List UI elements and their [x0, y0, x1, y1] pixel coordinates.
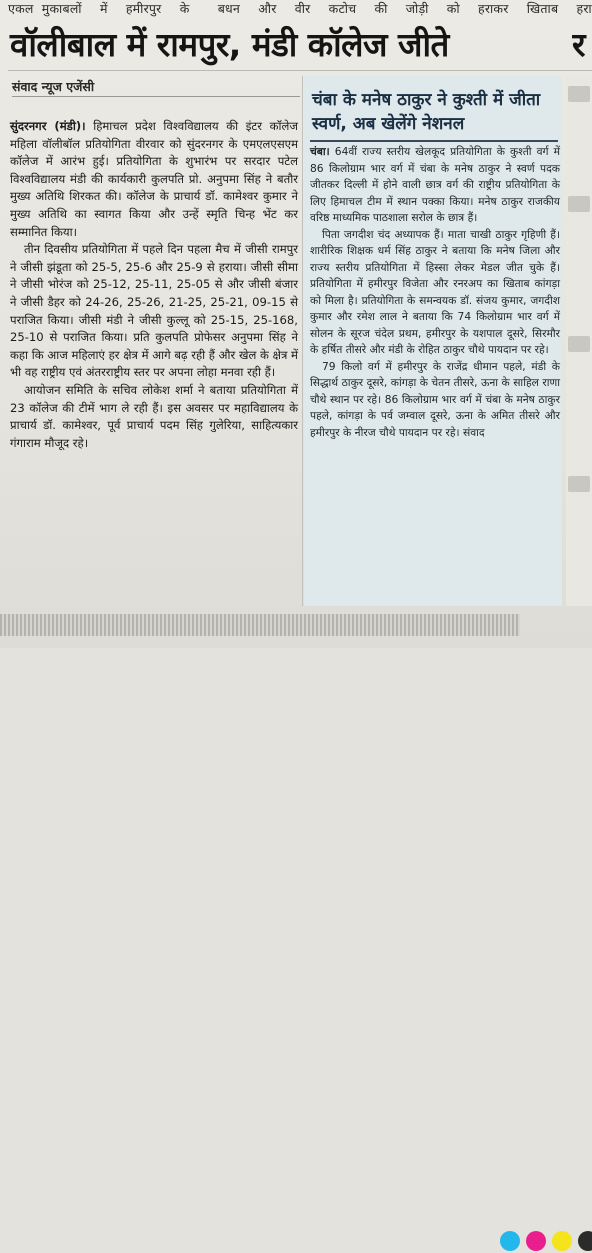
column-rule — [302, 76, 303, 606]
byline-agency: संवाद न्यूज एजेंसी — [12, 79, 95, 94]
sidebar-paragraph — [310, 144, 560, 227]
faded-text-block — [568, 86, 590, 102]
strip-word: बधन — [217, 1, 241, 16]
byline-rule — [12, 96, 300, 97]
article-paragraph: तीन दिवसीय प्रतियोगिता में पहले दिन पहला मैच में जीसी रामपुर ने जीसी झंडूता को 25-5, 25-6 और 25-9 से हराया। जीसी सीमा ने जीसी भोरंज को 25-12, 25-11, 25-05 से और जीसी बंजार ने जीसी डैहर को 24-26, 25-26, 21-25, 25-21, 09-15 से पराजित किया। जीसी मंडी ने जीसी कुल्लू को 25-15, 25-168, 25-10 से पराजित किया। प्रति कुलपति प्रोफेसर अनुपमा सिंह ने कहा कि आज महिलाएं हर क्षेत्र में आगे बढ़ रही हैं और खेल के क्षेत्र में भी वह राष्ट्रीय एवं अंतरराष्ट्रीय स्तर पर अपना लोहा मनवा रही हैं। — [10, 242, 298, 380]
adjacent-column-fragment — [566, 76, 592, 606]
faded-text-block — [568, 476, 590, 492]
previous-story-strip — [8, 0, 592, 20]
sidebar-dateline: चंबा। — [310, 145, 330, 158]
strip-word: हमीरपुर — [125, 1, 162, 16]
strip-word: और — [258, 1, 277, 16]
yellow-registration-dot-icon — [552, 1231, 572, 1251]
strip-word: हरा — [576, 1, 592, 16]
sidebar-headline-rule — [310, 140, 558, 142]
strip-word: कटोच — [328, 1, 357, 16]
strip-word: खिताब — [526, 1, 559, 16]
black-registration-dot-icon — [578, 1231, 592, 1251]
magenta-registration-dot-icon — [526, 1231, 546, 1251]
sidebar-paragraph: पिता जगदीश चंद अध्यापक हैं। माता चाखी ठाकुर गृहिणी हैं। शारीरिक शिक्षक धर्म सिंह ठाकुर ने बताया कि मनेष जिला और राज्य स्तरीय प्रतियोगिता में हिस्सा लेकर मेडल जीत चुके हैं। प्रतियोगिता में हमीरपुर विजेता और रनरअप का खिताब कांगड़ा को मिला है। प्रतियोगिता के समन्वयक डॉ. संजय कुमार, जगदीश कुमार और रमेश लाल ने बताया कि 74 किलोग्राम भार वर्ग में सोलन के सूरज चंदेल प्रथम, हमीरपुर के यशपाल दूसरे, सिरमौर के हर्षित तीसरे और मंडी के रोहित ठाकुर चौथे पायदान पर रहे। — [310, 227, 560, 356]
strip-word: मुकाबलों — [41, 1, 82, 16]
main-article-body — [10, 118, 298, 452]
sidebar-article — [304, 76, 562, 606]
adjacent-headline-fragment: र — [572, 25, 586, 64]
strip-word: में — [99, 1, 108, 16]
sidebar-body — [310, 144, 560, 441]
faded-text-block — [568, 336, 590, 352]
strip-word: की — [374, 1, 388, 16]
article-paragraph: आयोजन समिति के सचिव लोकेश शर्मा ने बताया प्रतियोगिता में 23 कॉलेज की टीमें भाग ले रही हैं। इस अवसर पर महाविद्यालय के प्राचार्य डॉ. कामेश्वर, पूर्व प्राचार्य पदम सिंह गुलेरिया, साहित्यकार गंगाराम मौजूद रहे। — [10, 382, 298, 450]
dateline: सुंदरनगर (मंडी)। — [10, 119, 86, 133]
main-headline: वॉलीबाल में रामपुर, मंडी कॉलेज जीते — [10, 25, 449, 64]
faded-text-block — [568, 196, 590, 212]
strip-word: को — [446, 1, 460, 16]
paragraph-text: 64वीं राज्य स्तरीय खेलकूद प्रतियोगिता के कुश्ती वर्ग में 86 किलोग्राम भार वर्ग में चंबा के मनेष ठाकुर ने स्वर्ण पदक जीतकर दिल्ली में होने वाली छात्र वर्ग की राष्ट्रीय प्रतियोगिता के लिए हिमाचल टीम में स्थान पक्का किया। मनेष ठाकुर राजकीय वरिष्ठ माध्यमिक पाठशाला सरोल के छात्र हैं। — [310, 145, 560, 224]
sidebar-paragraph: 79 किलो वर्ग में हमीरपुर के राजेंद्र धीमान पहले, मंडी के सिद्धार्थ ठाकुर दूसरे, कांगड़ा के चेतन तीसरे, ऊना के साहिल राणा चौथे स्थान पर रहे। 86 किलोग्राम भार वर्ग में चंबा के मनेष ठाकुर पहले, कांगड़ा के पर्व जम्वाल दूसरे, ऊना के अमित तीसरे और हमीरपुर के नीरज चौथे पायदान पर रहे। संवाद — [310, 359, 560, 439]
strip-word: जोड़ी — [405, 1, 429, 16]
strip-word: हराकर — [478, 1, 509, 16]
strip-word: के — [179, 1, 190, 16]
strip-word: एकल — [8, 1, 34, 16]
headline-divider — [8, 70, 592, 71]
sidebar-headline: चंबा के मनेष ठाकुर ने कुश्ती में जीता स्वर्ण, अब खेलेंगे नेशनल — [312, 90, 541, 134]
strip-word: वीर — [294, 1, 311, 16]
article-paragraph — [10, 118, 298, 241]
footer-strip — [0, 614, 592, 648]
cyan-registration-dot-icon — [500, 1231, 520, 1251]
paragraph-text: हिमाचल प्रदेश विश्वविद्यालय की इंटर कॉलेज महिला वॉलीबॉल प्रतियोगिता वीरवार को सुंदरनगर के एमएलएसएम कॉलेज में आरंभ हुई। प्रतियोगिता के शुभारंभ पर सरदार पटेल विश्वविद्यालय मंडी की कार्यकारी कुलपति प्रो. अनुपमा सिंह ने बतौर मुख्य अतिथि शिरकत की। कॉलेज के प्राचार्य डॉ. कामेश्वर कुमार ने मुख्य अतिथि का स्वागत किया और उन्हें स्मृति चिन्ह भेंट कर सम्मानित किया। — [10, 119, 299, 239]
